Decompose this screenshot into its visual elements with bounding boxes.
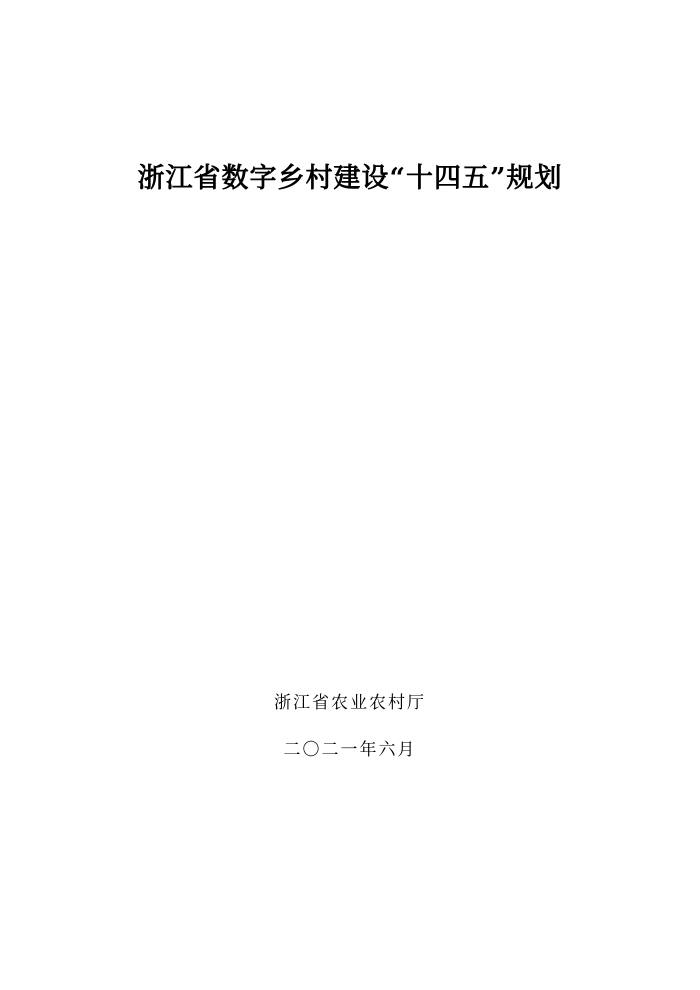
issuer-block [0,690,700,764]
page-title: 浙江省数字乡村建设“十四五”规划 [137,163,563,194]
issue-date: 二〇二一年六月 [283,740,417,761]
issuing-organization: 浙江省农业农村厅 [274,693,426,713]
